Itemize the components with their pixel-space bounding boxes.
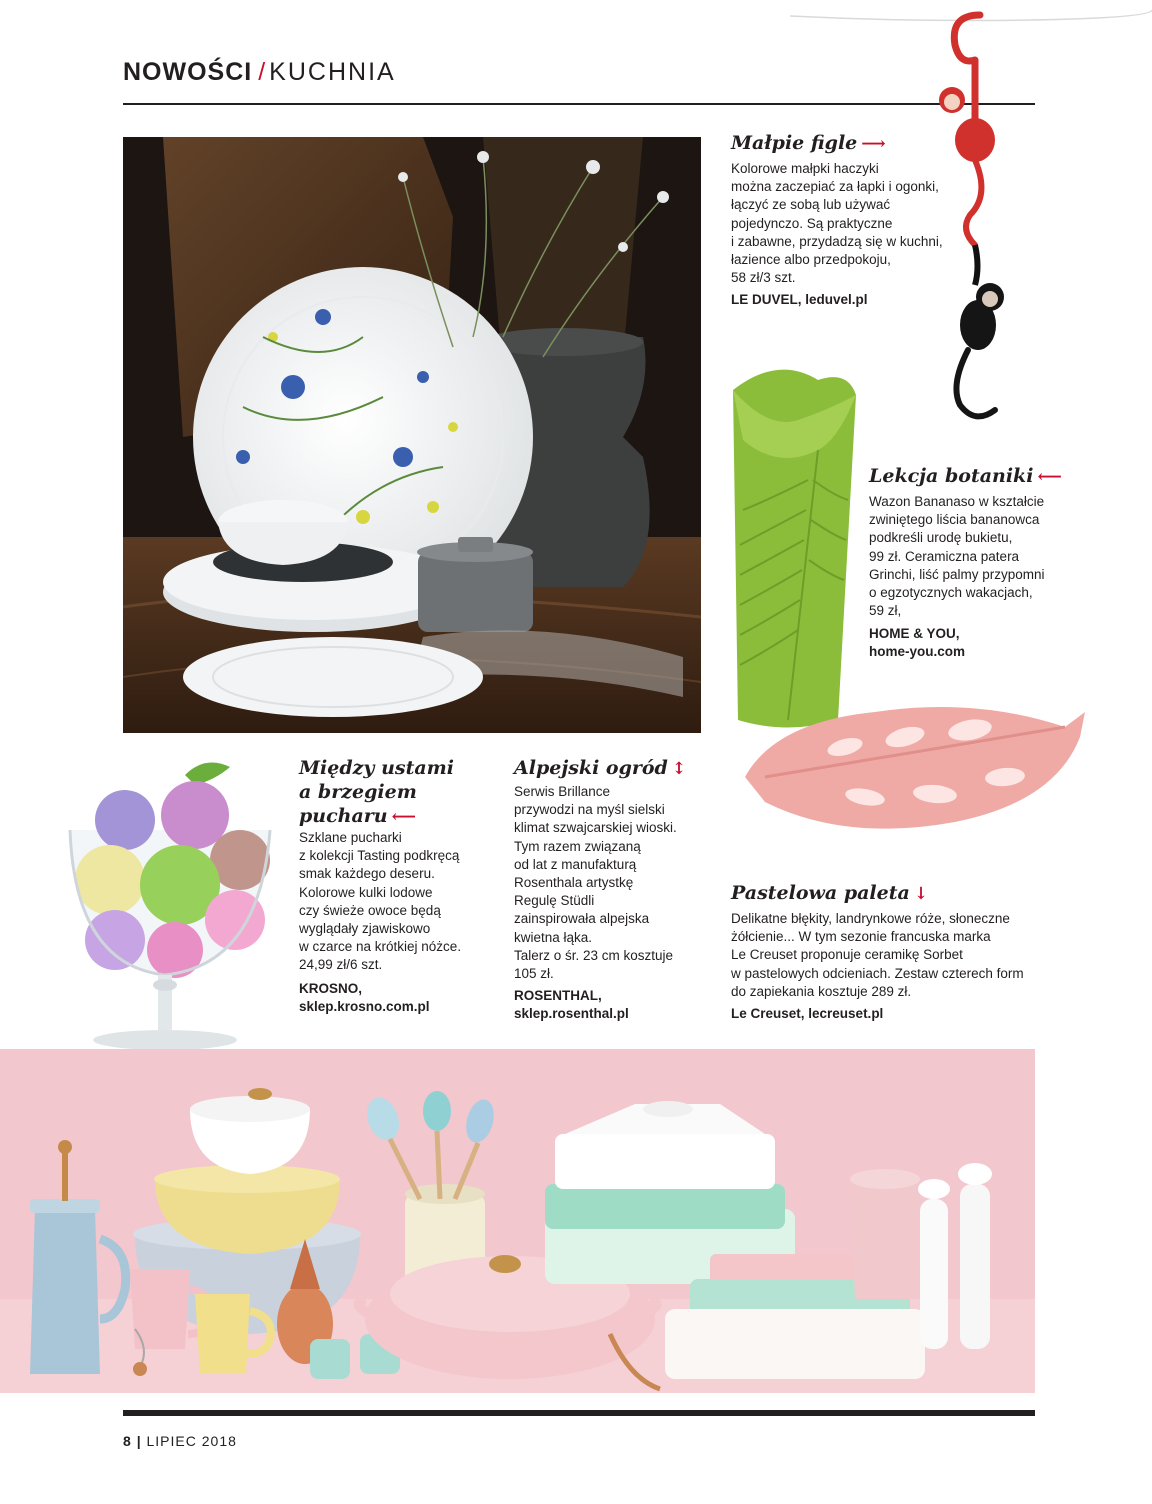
body-line: czy świeże owoce będą <box>299 902 441 918</box>
body-line: z kolekcji Tasting podkręcą <box>299 848 460 864</box>
monkeys-source: LE DUVEL, leduvel.pl <box>731 292 868 307</box>
body-line: Delikatne błękity, landrynkowe róże, słoneczne <box>731 911 1010 926</box>
subsection-name: KUCHNIA <box>269 58 396 86</box>
body-line: żółcienie... W tym sezonie francuska marka <box>731 929 991 945</box>
title-line: a brzegiem <box>299 781 417 803</box>
title-line: Między ustami <box>299 757 454 779</box>
body-line: Kolorowe małpki haczyki <box>731 161 879 176</box>
section-name: NOWOŚCI <box>123 58 253 86</box>
body-line: łazience albo przedpokoju, <box>731 252 891 268</box>
body-line: Regulę Stüdli <box>514 893 595 909</box>
cookware-photo <box>0 1049 1035 1393</box>
issue-date: LIPIEC 2018 <box>146 1433 237 1449</box>
body-line: Wazon Bananaso w kształcie <box>869 494 1045 509</box>
body-line: kwietna łąka. <box>514 929 593 945</box>
body-line: 24,99 zł/6 szt. <box>299 957 383 973</box>
header-slash: / <box>258 58 267 86</box>
body-line: smak każdego deseru. <box>299 866 435 882</box>
botany-source <box>869 625 965 661</box>
pastel-body <box>731 910 1051 1001</box>
body-line: o egzotycznych wakacjach, <box>869 585 1033 601</box>
glass-title <box>299 756 454 829</box>
body-line: do zapiekania kosztuje 289 zł. <box>731 983 912 999</box>
body-line: od lat z manufakturą <box>514 856 637 872</box>
alpine-title <box>514 756 686 781</box>
body-line: zwiniętego liścia bananowca <box>869 512 1040 528</box>
body-line: i zabawne, przydadzą się w kuchni, <box>731 233 943 249</box>
body-line: Talerz o śr. 23 cm kosztuje <box>514 947 674 963</box>
body-line: podkreśli urodę bukietu, <box>869 530 1013 546</box>
source-line: HOME & YOU, <box>869 626 960 641</box>
arrow-down-icon: ↓ <box>913 884 929 904</box>
alpine-body <box>514 783 714 983</box>
body-line: 99 zł. Ceramiczna patera <box>869 548 1020 564</box>
footer-rule <box>123 1410 1035 1416</box>
monkeys-body <box>731 160 956 287</box>
body-line: Le Creuset proponuje ceramikę Sorbet <box>731 947 963 963</box>
ice-cream-goblet-image <box>65 755 280 1055</box>
glass-source <box>299 980 430 1016</box>
body-line: 59 zł, <box>869 603 902 619</box>
body-line: Rosenthala artystkę <box>514 875 634 891</box>
body-line: łączyć ze sobą lub używać <box>731 197 891 213</box>
glass-body <box>299 829 489 975</box>
leaf-vase-image <box>718 360 868 730</box>
source-line: home-you.com <box>869 644 966 659</box>
arrow-left-icon: ⟵ <box>391 807 416 827</box>
monkeys-title-text: Małpie figle <box>731 132 858 154</box>
body-line: 105 zł. <box>514 966 554 982</box>
body-line: w pastelowych odcieniach. Zestaw czterech form <box>731 965 1024 981</box>
body-line: w czarce na krótkiej nóżce. <box>299 939 462 955</box>
alpine-title-text: Alpejski ogród <box>514 757 668 779</box>
source-line: KROSNO, <box>299 981 363 996</box>
title-line-last <box>299 804 454 829</box>
page-footer <box>123 1433 237 1449</box>
source-line: ROSENTHAL, <box>514 988 602 1003</box>
page-number: 8 <box>123 1433 132 1449</box>
body-line: przywodzi na myśl sielski <box>514 802 665 818</box>
body-line: 58 zł/3 szt. <box>731 270 796 286</box>
body-line: pojedynczo. Są praktyczne <box>731 215 893 231</box>
header-rule <box>123 103 1035 105</box>
source-line: sklep.rosenthal.pl <box>514 1006 629 1021</box>
alpine-source <box>514 987 629 1023</box>
dinnerware-photo <box>123 137 701 733</box>
body-line: wyglądały zjawiskowo <box>299 921 431 937</box>
section-header <box>123 58 396 87</box>
pastel-source: Le Creuset, lecreuset.pl <box>731 1006 884 1021</box>
botany-title-text: Lekcja botaniki <box>869 465 1034 487</box>
monkeys-title <box>731 131 886 156</box>
pastel-title-text: Pastelowa paleta <box>731 882 910 904</box>
arrow-right-icon: ⟶ <box>861 134 886 154</box>
body-line: klimat szwajcarskiej wioski. <box>514 820 677 836</box>
pastel-title <box>731 881 928 906</box>
body-line: Szklane pucharki <box>299 830 402 845</box>
body-line: Tym razem związaną <box>514 838 641 854</box>
body-line: można zaczepiać za łapki i ogonki, <box>731 179 939 195</box>
source-line: sklep.krosno.com.pl <box>299 999 430 1014</box>
title-line-text: pucharu <box>299 805 388 827</box>
leaf-platter-image <box>735 682 1095 842</box>
arrow-left-icon: ⟵ <box>1037 467 1062 487</box>
body-line: zainspirowała alpejska <box>514 911 650 927</box>
body-line: Grinchi, liść palmy przypomni <box>869 566 1045 582</box>
body-line: Serwis Brillance <box>514 784 611 799</box>
body-line: Kolorowe kulki lodowe <box>299 884 433 900</box>
botany-title <box>869 464 1062 489</box>
arrow-up-down-icon: ↕ <box>671 759 687 779</box>
footer-separator: | <box>136 1433 142 1449</box>
botany-body <box>869 493 1069 620</box>
